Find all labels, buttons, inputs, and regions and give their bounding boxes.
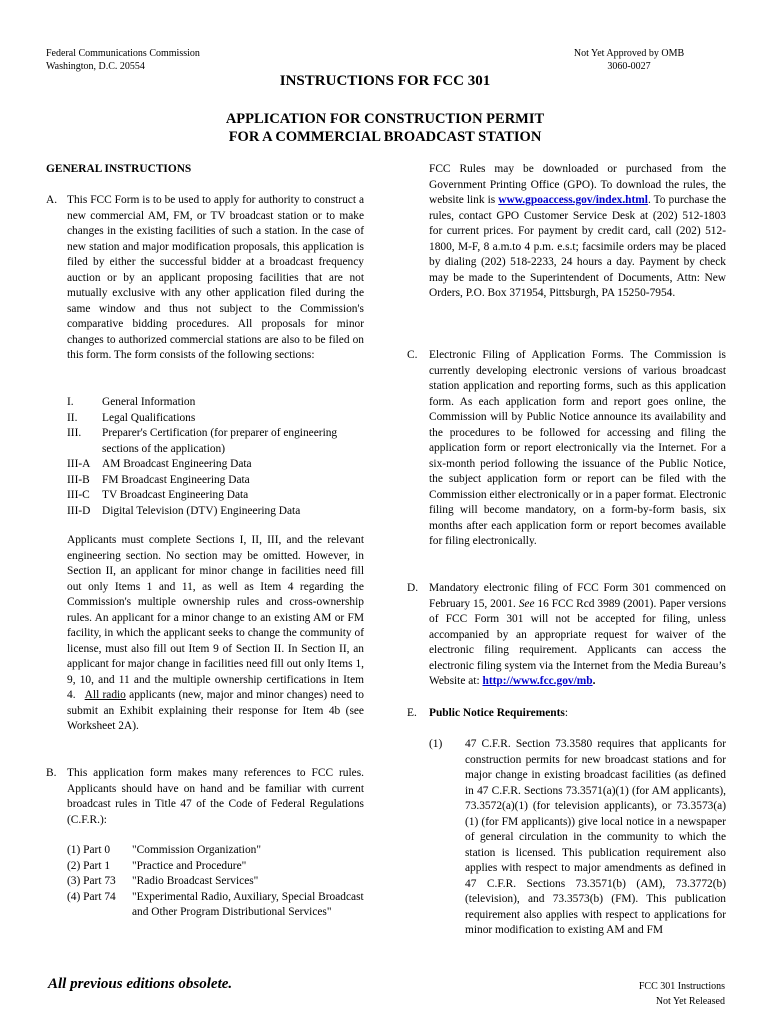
all-radio-underlined: All radio [84, 689, 126, 701]
section-e1-label: (1) [429, 738, 443, 750]
section-c-label: C. [407, 349, 418, 361]
general-instructions-heading: GENERAL INSTRUCTIONS [46, 163, 192, 175]
omb-number: 3060-0027 [607, 61, 651, 72]
footer-release: Not Yet Released [655, 996, 725, 1007]
agency-address: Washington, D.C. 20554 [46, 61, 145, 72]
section-c-text: Electronic Filing of Application Forms. The Commission is currently developing electronic versions of various broadcast station application and reporting forms, such as this application form. As each application form and report goes online, the Commission will by Public Notice announce its availability and the procedures to be followed for accessing and filing the application form or report electronically via the Internet. For a six-month period following the issuance of the Public Notice, the subject application form or report can be filed with the Commission either electronically or in a paper format. Electronic filing will become mandatory, on a form-by-form basis, six months after each application form or report becomes available for filing electronically. [429, 349, 727, 547]
section-d-text: Mandatory electronic filing of FCC Form 301 commenced on February 15, 2001. See 16 FCC Rcd 3989 (2001). Paper versions of FCC Form 301 will not be accepted for filing, unless accompanied by an appropriate request for waiver of the electronic filing requirement. Applicants can access the electronic filing system via the Internet from the Media Bureau’s Website at: http://www.fcc.gov/mb. [429, 582, 726, 687]
omb-header [540, 47, 718, 73]
section-d-label: D. [407, 582, 419, 594]
applicants-paragraph: Applicants must complete Sections I, II, III, and the relevant engineering section. No section may be omitted. However, in Section II, an applicant for minor change in facilities need fill out only Items 1 and 11, as well as Item 4 regarding the Commission's multiple ownership rules and cross-ownership rules. An applicant for a minor change to an existing AM or FM facility, in which the applicant seeks to change the community of license, must also fill out Item 9 of Section II. In Section II, an applicant for major change in facilities need fill out only Items 1, 9, 10, and 11 and the multiple ownership certifications in Item 4. All radio applicants (new, major and minor changes) need to submit an Exhibit explaining their response for Item 4b (see Worksheet 2A). [67, 534, 364, 732]
section-e-label: E. [407, 707, 417, 719]
agency-header [46, 47, 306, 73]
omb-status: Not Yet Approved by OMB [573, 48, 685, 59]
section-b-label: B. [46, 767, 57, 779]
section-a-text: This FCC Form is to be used to apply for authority to construct a new commercial AM, FM, or TV broadcast station or to make changes in the existing facilities of such a station. In the case of new station and major modification proposals, this application is filed by either the successful bidder at a broadcast frequency auction or by an applicant proposing facilities that are not mutually exclusive with any other application filed during the same window and thus not subject to the Commission's comparative bidding procedures. All proposals for minor changes to authorized commercial stations are also to be filed on this form. The form consists of the following sections: [67, 194, 364, 361]
fcc-mb-link[interactable]: http://www.fcc.gov/mb [482, 675, 593, 687]
section-a-label: A. [46, 194, 58, 206]
page-subtitle-1: APPLICATION FOR CONSTRUCTION PERMIT [225, 111, 545, 127]
footer-form-info [560, 979, 725, 1009]
page-title: INSTRUCTIONS FOR FCC 301 [279, 73, 491, 89]
obsolete-notice: All previous editions obsolete. [48, 976, 233, 992]
section-b-text: This application form makes many references to FCC rules. Applicants should have on hand and be familiar with current broadcast rules in Title 47 of the Code of Federal Regulations (C.F.R.): [67, 767, 364, 826]
footer-form-name: FCC 301 Instructions [638, 981, 725, 992]
fcc-rules-paragraph: FCC Rules may be downloaded or purchased from the Government Printing Office (GPO). To download the rules, the website link is www.gpoaccess.gov/index.html. To purchase the rules, contact GPO Customer Service Desk at (202) 512-1803 for current prices. For payment by credit card, call (202) 512-1800, M-F, 8 a.m.to 4 p.m. e.s.t; facsimile orders may be placed by dialing (202) 518-2233, 24 hours a day. Payment by check may be made to the Superintendent of Documents, Attn: New Orders, P.O. Box 371954, Pittsburgh, PA 15250-7954. [429, 163, 727, 299]
agency-name: Federal Communications Commission [46, 48, 200, 59]
gpoaccess-link[interactable]: www.gpoaccess.gov/index.html [498, 194, 648, 206]
section-e-heading: Public Notice Requirements: [429, 707, 568, 719]
page-subtitle-2: FOR A COMMERCIAL BROADCAST STATION [228, 129, 542, 145]
section-e1-text: 47 C.F.R. Section 73.3580 requires that applicants for construction permits for new broadcast stations and for major change in existing broadcast facilities (as defined in 47 C.F.R. Sections 73.3571(a)(1) (for AM applicants), 73.3572(a)(1) (for television applicants), or 73.3573(a) (1) (for FM applicants)) give local notice in a newspaper of general circulation in the community to which the station is licensed. This publication requirement also applies with respect to major amendments as defined in 47 C.F.R. Sections 73.3571(b) (AM), 73.3772(b) (television), and 73.3573(b) (FM). This publication requirement also applies with respect to applications for minor modification to existing AM and FM [465, 738, 726, 936]
